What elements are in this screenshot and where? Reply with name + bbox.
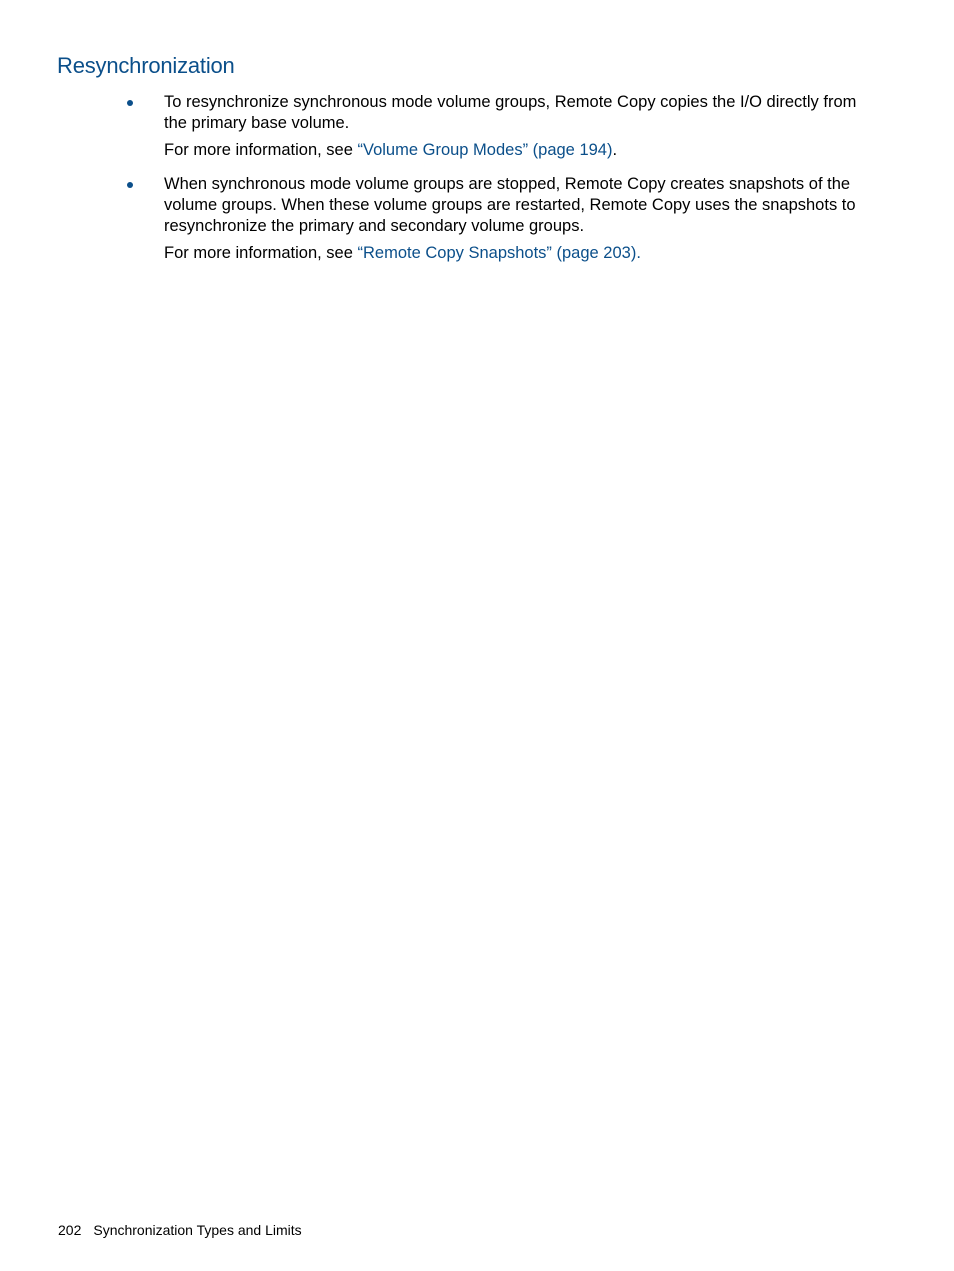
xref-suffix: . <box>612 141 618 159</box>
list-item <box>0 92 954 161</box>
more-info-line <box>164 243 868 264</box>
bullet-icon <box>127 182 133 188</box>
footer-chapter-title: Synchronization Types and Limits <box>93 1222 302 1238</box>
bullet-list <box>0 92 954 277</box>
bullet-icon <box>127 100 133 106</box>
bullet-text: When synchronous mode volume groups are stopped, Remote Copy creates snapshots of the volume groups. When these volume groups are restarted, Remote Copy uses the snapshots to resynchronize the primary and secondary volume groups. <box>164 175 856 235</box>
section-heading: Resynchronization <box>57 53 235 78</box>
xref-link-volume-group-modes[interactable]: “Volume Group Modes” (page 194) <box>357 141 613 159</box>
page-number: 202 <box>58 1222 82 1238</box>
bullet-text: To resynchronize synchronous mode volume groups, Remote Copy copies the I/O directly from the primary base volume. <box>164 93 857 132</box>
more-info-prefix: For more information, see <box>164 141 358 159</box>
more-info-prefix: For more information, see <box>164 244 358 262</box>
xref-link-remote-copy-snapshots[interactable]: “Remote Copy Snapshots” (page 203). <box>357 244 641 262</box>
page-footer <box>58 1222 302 1238</box>
more-info-line <box>164 140 868 161</box>
list-item <box>0 174 954 264</box>
